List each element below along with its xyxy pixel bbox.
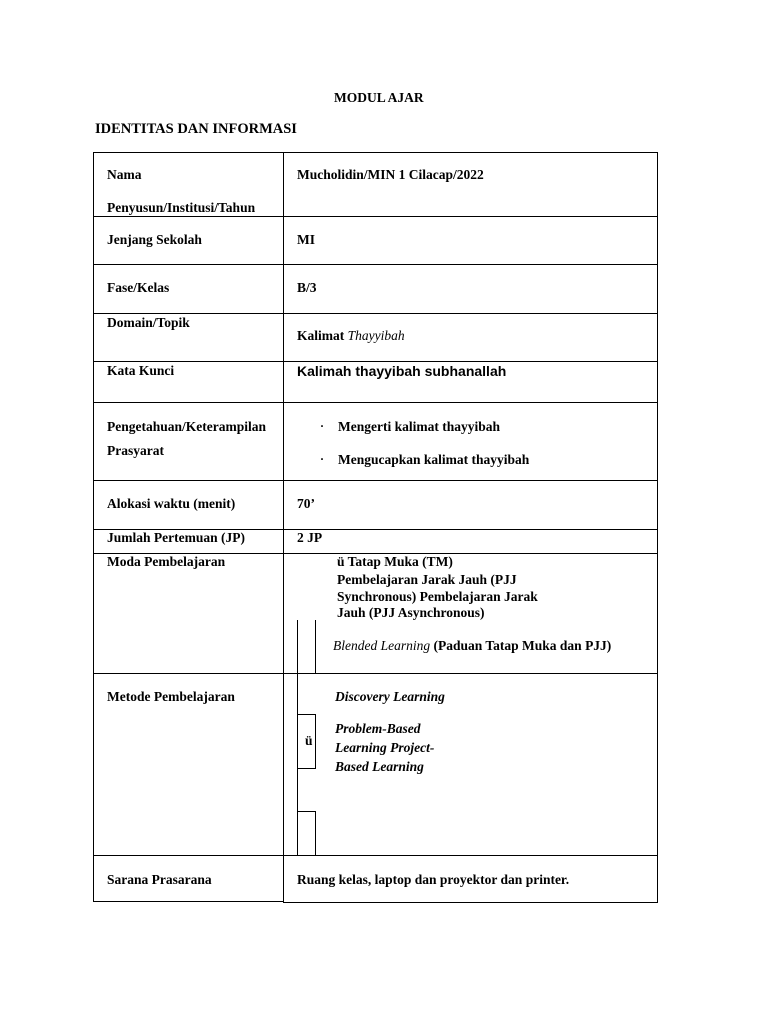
sarana-label: Sarana Prasarana	[107, 872, 212, 887]
alokasi-value: 70’	[297, 496, 315, 511]
prasyarat-label: Pengetahuan/Keterampilan	[107, 419, 266, 434]
moda-blended-plain: (Paduan Tatap Muka dan PJJ)	[430, 638, 612, 653]
nama-label: Nama	[107, 167, 142, 182]
metode-label: Metode Pembelajaran	[107, 689, 235, 704]
check-icon: ü	[305, 733, 313, 748]
jenjang-label: Jenjang Sekolah	[107, 232, 202, 247]
metode-option: Discovery Learning	[335, 689, 445, 704]
prasyarat-label: Prasyarat	[107, 443, 164, 458]
checkbox-line	[297, 811, 316, 812]
bullet-icon: ·	[320, 452, 325, 466]
table-row-divider	[93, 361, 658, 362]
domain-label: Domain/Topik	[107, 315, 190, 330]
table-row-divider	[93, 855, 658, 856]
sarana-value: Ruang kelas, laptop dan proyektor dan printer.	[297, 872, 570, 887]
document-title: MODUL AJAR	[334, 90, 424, 105]
nama-label: Penyusun/Institusi/Tahun	[107, 200, 256, 215]
table-row-divider	[93, 480, 658, 481]
table-row-divider	[93, 673, 658, 674]
moda-option: Jauh (PJJ Asynchronous)	[337, 605, 485, 620]
moda-option: Synchronous) Pembelajaran Jarak	[337, 589, 538, 604]
checkbox-line	[297, 620, 298, 855]
metode-option: Based Learning	[335, 759, 424, 774]
checkbox-line	[297, 768, 316, 769]
fase-value: B/3	[297, 280, 317, 295]
metode-option: Learning Project-	[335, 740, 435, 755]
moda-option: Pembelajaran Jarak Jauh (PJJ	[337, 572, 517, 587]
table-row-divider	[93, 402, 658, 403]
section-heading: IDENTITAS DAN INFORMASI	[95, 121, 297, 137]
prasyarat-item: Mengucapkan kalimat thayyibah	[338, 452, 530, 467]
jumlah-label: Jumlah Pertemuan (JP)	[107, 530, 245, 545]
prasyarat-item: Mengerti kalimat thayyibah	[338, 419, 500, 434]
table-row-divider	[93, 313, 658, 314]
kata-kunci-value: Kalimah thayyibah subhanallah	[297, 363, 507, 379]
moda-option: ü Tatap Muka (TM)	[337, 554, 453, 569]
table-border-bottom	[283, 902, 658, 903]
table-border-top	[93, 152, 658, 153]
nama-value: Mucholidin/MIN 1 Cilacap/2022	[297, 167, 484, 182]
moda-blended	[333, 638, 611, 654]
domain-value-plain: Kalimat	[297, 328, 348, 343]
moda-label: Moda Pembelajaran	[107, 554, 226, 569]
metode-option: Problem-Based	[335, 721, 421, 736]
checkbox-line	[315, 620, 316, 673]
domain-value	[297, 328, 405, 344]
alokasi-label: Alokasi waktu (menit)	[107, 496, 236, 511]
table-row-divider	[93, 216, 658, 217]
checkbox-line	[315, 714, 316, 769]
fase-label: Fase/Kelas	[107, 280, 170, 295]
checkbox-line	[315, 811, 316, 855]
jenjang-value: MI	[297, 232, 315, 247]
moda-blended-italic: Blended Learning	[333, 638, 431, 653]
domain-value-italic: Thayyibah	[347, 328, 405, 343]
jumlah-value: 2 JP	[297, 530, 323, 545]
table-border-bottom	[93, 901, 283, 902]
table-row-divider	[93, 264, 658, 265]
checkbox-line	[297, 714, 316, 715]
kata-kunci-label: Kata Kunci	[107, 363, 175, 378]
bullet-icon: ·	[320, 419, 325, 433]
